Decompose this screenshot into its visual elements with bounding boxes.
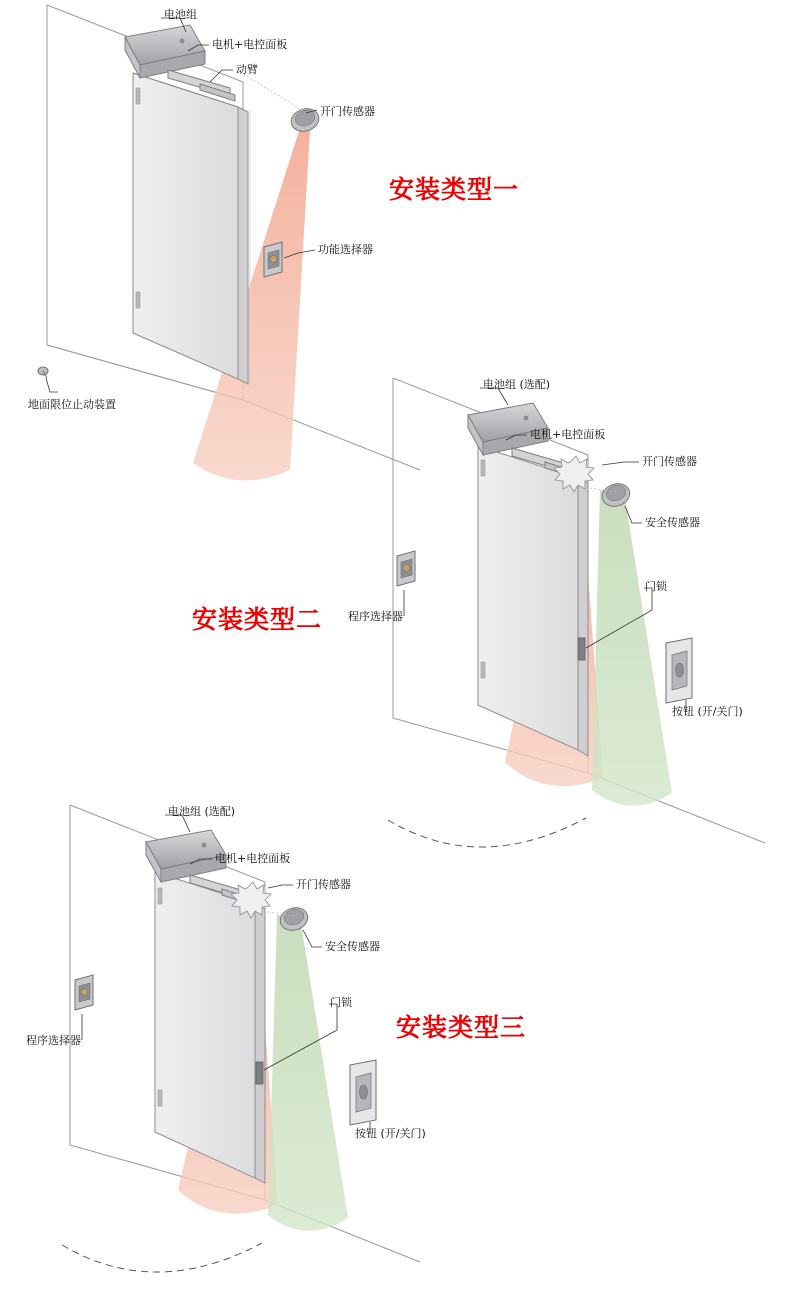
label-door-lock-2: 门锁 bbox=[645, 580, 667, 593]
scene-type-3 bbox=[62, 805, 420, 1272]
label-push-button-3: 按钮 (开/关门) bbox=[355, 1127, 426, 1140]
push-button-2 bbox=[666, 638, 692, 703]
scene-type-2 bbox=[388, 378, 765, 847]
label-motor-panel-2: 电机+电控面板 bbox=[530, 428, 606, 441]
label-motor-panel-1: 电机+电控面板 bbox=[212, 38, 288, 51]
label-motor-panel-3: 电机+电控面板 bbox=[215, 852, 291, 865]
door-lock-3 bbox=[256, 1062, 263, 1084]
label-push-button-2: 按钮 (开/关门) bbox=[672, 705, 743, 718]
program-selector-2 bbox=[397, 551, 415, 586]
label-program-selector-2: 程序选择器 bbox=[348, 610, 403, 623]
section-title-type-2: 安装类型二 bbox=[192, 605, 323, 634]
program-selector-3 bbox=[75, 975, 93, 1010]
section-title-type-1: 安装类型一 bbox=[389, 175, 520, 204]
section-title-type-3: 安装类型三 bbox=[396, 1013, 527, 1042]
door-panel-3 bbox=[155, 872, 265, 1183]
label-open-sensor-2: 开门传感器 bbox=[642, 455, 697, 468]
label-arm-1: 动臂 bbox=[236, 63, 258, 76]
label-function-selector-1: 功能选择器 bbox=[318, 243, 373, 256]
operator-housing-1 bbox=[125, 25, 205, 78]
label-program-selector-3: 程序选择器 bbox=[26, 1034, 81, 1047]
label-safety-sensor-3: 安全传感器 bbox=[325, 940, 380, 953]
operator-housing-3 bbox=[146, 830, 226, 882]
push-button-3 bbox=[350, 1060, 376, 1125]
label-safety-sensor-2: 安全传感器 bbox=[645, 516, 700, 529]
label-open-sensor-1: 开门传感器 bbox=[320, 105, 375, 118]
floor-stop-1 bbox=[38, 367, 48, 378]
label-battery-1: 电池组 bbox=[164, 8, 197, 21]
door-swing-arc-3 bbox=[62, 1243, 262, 1272]
safety-sensor-beam-3 bbox=[268, 915, 348, 1231]
door-lock-2 bbox=[578, 638, 585, 660]
label-battery-3: 电池组 (选配) bbox=[168, 805, 236, 818]
door-swing-arc-2 bbox=[388, 818, 586, 847]
label-door-lock-3: 门锁 bbox=[330, 996, 352, 1009]
door-panel-1 bbox=[133, 73, 248, 384]
open-sensor-1 bbox=[288, 105, 321, 135]
label-battery-2: 电池组 (选配) bbox=[483, 378, 551, 391]
door-panel-2 bbox=[478, 446, 588, 756]
label-open-sensor-3: 开门传感器 bbox=[296, 878, 351, 891]
function-selector-1 bbox=[264, 242, 282, 277]
label-floor-stop-1: 地面限位止动装置 bbox=[28, 398, 116, 411]
safety-sensor-beam-2 bbox=[592, 490, 672, 806]
